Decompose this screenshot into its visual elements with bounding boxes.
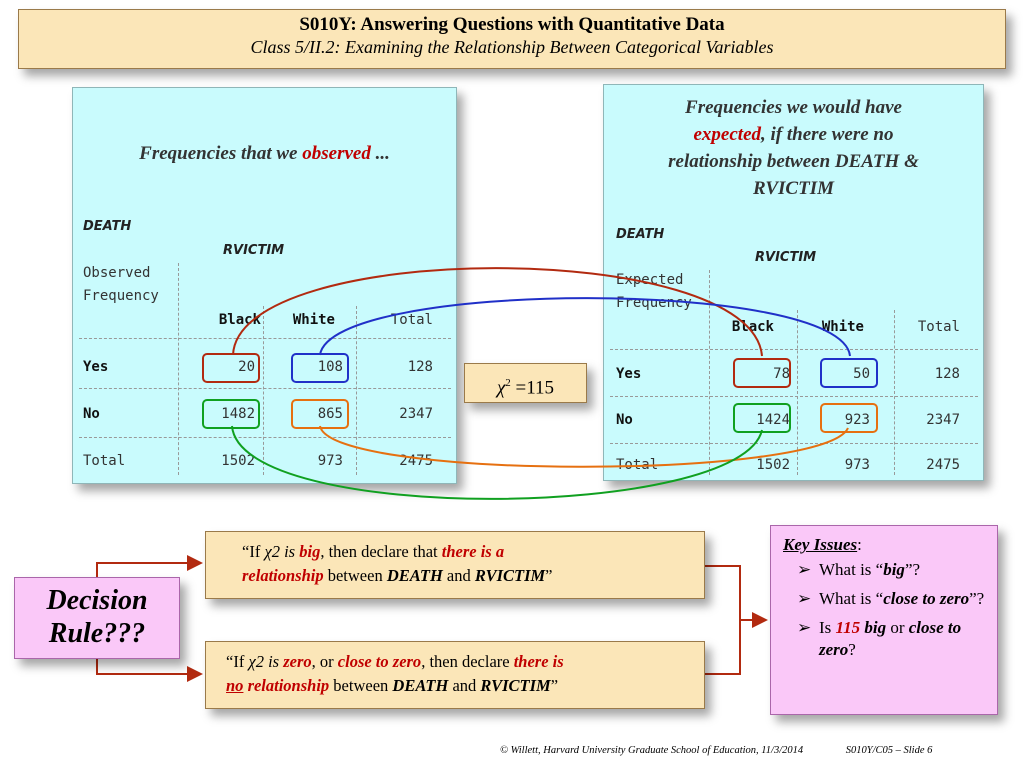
- item-text: What is “: [819, 589, 884, 608]
- highlight-expected-no-white: [821, 404, 877, 432]
- row-label-yes: Yes: [616, 366, 642, 382]
- relationship-emph: relationship: [242, 566, 324, 585]
- cell-yes-total: 128: [934, 366, 960, 382]
- decision-rule-line2: Rule???: [48, 618, 146, 649]
- and-text: and: [448, 676, 481, 695]
- close-to-zero-emph: close to zero: [337, 652, 422, 671]
- expected-heading-line1: Frequencies we would have: [685, 97, 902, 118]
- cell-label-line2: Frequency: [83, 288, 159, 304]
- highlight-observed-no-white: [292, 400, 348, 428]
- row-label-no: No: [83, 406, 100, 422]
- item-emph: big: [883, 560, 905, 579]
- column-header-total: Total: [390, 312, 433, 328]
- there-is-emph: there is: [513, 652, 564, 671]
- slide-title: S010Y: Answering Questions with Quantitative Data: [299, 14, 725, 35]
- between-text: between: [323, 566, 387, 585]
- column-header-total: Total: [917, 319, 960, 335]
- link-arc-yes-black: [233, 268, 762, 356]
- rvictim-term: RVICTIM: [480, 676, 551, 695]
- cell-total-total: 2475: [926, 457, 960, 473]
- quote-open: “If: [226, 652, 249, 671]
- chi-exponent: 2: [505, 377, 511, 389]
- column-header-black: Black: [218, 312, 261, 328]
- highlight-observed-yes-white: [292, 354, 348, 382]
- is-text: is: [263, 652, 284, 671]
- item-text: What is “: [819, 560, 884, 579]
- item-or: or: [886, 618, 909, 637]
- observed-heading-tail: ...: [370, 143, 390, 164]
- cell-label-line1: Expected: [616, 272, 684, 288]
- column-variable-label: RVICTIM: [223, 243, 285, 258]
- slide-subtitle: Class 5/II.2: Examining the Relationship Between Categorical Variables: [250, 37, 774, 57]
- cell-total-black: 1502: [221, 453, 255, 469]
- then-text: , then declare: [421, 652, 514, 671]
- cell-no-total: 2347: [926, 412, 960, 428]
- key-issues-title-text: Key Issues: [783, 535, 858, 554]
- quote-close: ”: [550, 676, 559, 695]
- cell-total-total: 2475: [399, 453, 433, 469]
- column-header-black: Black: [731, 319, 774, 335]
- expected-heading-line3: relationship between DEATH &: [668, 151, 919, 172]
- cell-no-black: 1482: [221, 406, 255, 422]
- cell-yes-total: 128: [407, 359, 433, 375]
- highlight-expected-no-black: [734, 404, 790, 432]
- is-text: is: [279, 542, 300, 561]
- observed-heading-emph: observed: [302, 143, 371, 164]
- key-issues-title: [783, 534, 989, 556]
- cell-no-total: 2347: [399, 406, 433, 422]
- highlight-expected-yes-white: [821, 359, 877, 387]
- item-tail: ?: [848, 640, 856, 659]
- item-tail: ”?: [904, 560, 921, 579]
- there-is-a-emph: there is a: [441, 542, 505, 561]
- and-text: and: [442, 566, 475, 585]
- cell-yes-black: 78: [773, 366, 790, 382]
- cell-yes-white: 108: [317, 359, 343, 375]
- rvictim-term: RVICTIM: [474, 566, 546, 585]
- row-variable-label: DEATH: [616, 227, 665, 242]
- row-label-total: Total: [616, 457, 659, 473]
- chi-equals-value: =115: [510, 377, 555, 399]
- death-term: DEATH: [392, 676, 449, 695]
- arrow-bullet-icon: ➢: [797, 589, 812, 608]
- cell-yes-black: 20: [238, 359, 255, 375]
- cell-no-black: 1424: [756, 412, 790, 428]
- expected-heading-emph: expected: [693, 124, 762, 145]
- or-text: , or: [311, 652, 338, 671]
- link-arc-yes-white: [320, 298, 850, 356]
- chi-term: χ2: [264, 542, 280, 561]
- cell-yes-white: 50: [853, 366, 870, 382]
- item-text: Is: [819, 618, 836, 637]
- column-header-white: White: [821, 319, 864, 335]
- between-text: between: [329, 676, 393, 695]
- highlight-observed-yes-black: [203, 354, 259, 382]
- key-issues-colon: :: [857, 535, 862, 554]
- item-number: 115: [835, 618, 861, 637]
- arrow-bullet-icon: ➢: [797, 618, 812, 637]
- item-emph: close to zero: [883, 589, 970, 608]
- relationship-emph: relationship: [243, 676, 330, 695]
- cell-no-white: 923: [844, 412, 870, 428]
- column-variable-label: RVICTIM: [755, 250, 817, 265]
- cell-total-white: 973: [317, 453, 343, 469]
- chi-term: χ2: [248, 652, 264, 671]
- arrow-bullet-icon: ➢: [797, 560, 812, 579]
- decision-rule-box: [14, 577, 180, 659]
- quote-close: ”: [545, 566, 553, 585]
- key-issue-item: [783, 559, 989, 581]
- item-emph-big: big: [860, 618, 887, 637]
- arrow-to-key-issues: [705, 566, 766, 674]
- cell-total-white: 973: [844, 457, 870, 473]
- row-label-yes: Yes: [83, 359, 109, 375]
- highlight-expected-yes-black: [734, 359, 790, 387]
- item-tail: ”?: [969, 589, 985, 608]
- statement-chi-big: [205, 531, 705, 599]
- death-term: DEATH: [386, 566, 443, 585]
- cell-label-line1: Observed: [83, 265, 151, 281]
- footer-slide-number: S010Y/C05 – Slide 6: [845, 745, 933, 756]
- then-text: , then declare that: [320, 542, 442, 561]
- statement-chi-zero: [205, 641, 705, 709]
- chi-symbol: χ: [496, 377, 506, 399]
- footer: [500, 745, 1010, 756]
- observed-heading-text: Frequencies that we: [139, 143, 303, 164]
- footer-credit: © Willett, Harvard University Graduate School of Education, 11/3/2014: [500, 745, 804, 756]
- row-label-no: No: [616, 412, 633, 428]
- key-issue-item: [783, 617, 989, 661]
- cell-label-line2: Frequency: [616, 295, 692, 311]
- key-issues-list: [783, 559, 989, 661]
- column-header-white: White: [292, 312, 335, 328]
- row-variable-label: DEATH: [83, 219, 132, 234]
- key-issues-box: [770, 525, 998, 715]
- item-emph-close: close to zero: [819, 618, 962, 659]
- key-issue-item: [783, 588, 989, 610]
- big-emph: big: [299, 542, 321, 561]
- zero-emph: zero: [283, 652, 312, 671]
- highlight-observed-no-black: [203, 400, 259, 428]
- expected-heading-line4: RVICTIM: [753, 178, 834, 199]
- cell-no-white: 865: [317, 406, 343, 422]
- cell-total-black: 1502: [756, 457, 790, 473]
- expected-heading-line2-rest: , if there were no: [761, 124, 894, 145]
- row-label-total: Total: [83, 453, 126, 469]
- decision-rule-line1: Decision: [46, 585, 148, 616]
- no-emph: no: [226, 676, 244, 695]
- arrow-to-statement-zero: [97, 657, 201, 674]
- link-arc-no-black: [232, 426, 762, 499]
- quote-open: “If: [242, 542, 265, 561]
